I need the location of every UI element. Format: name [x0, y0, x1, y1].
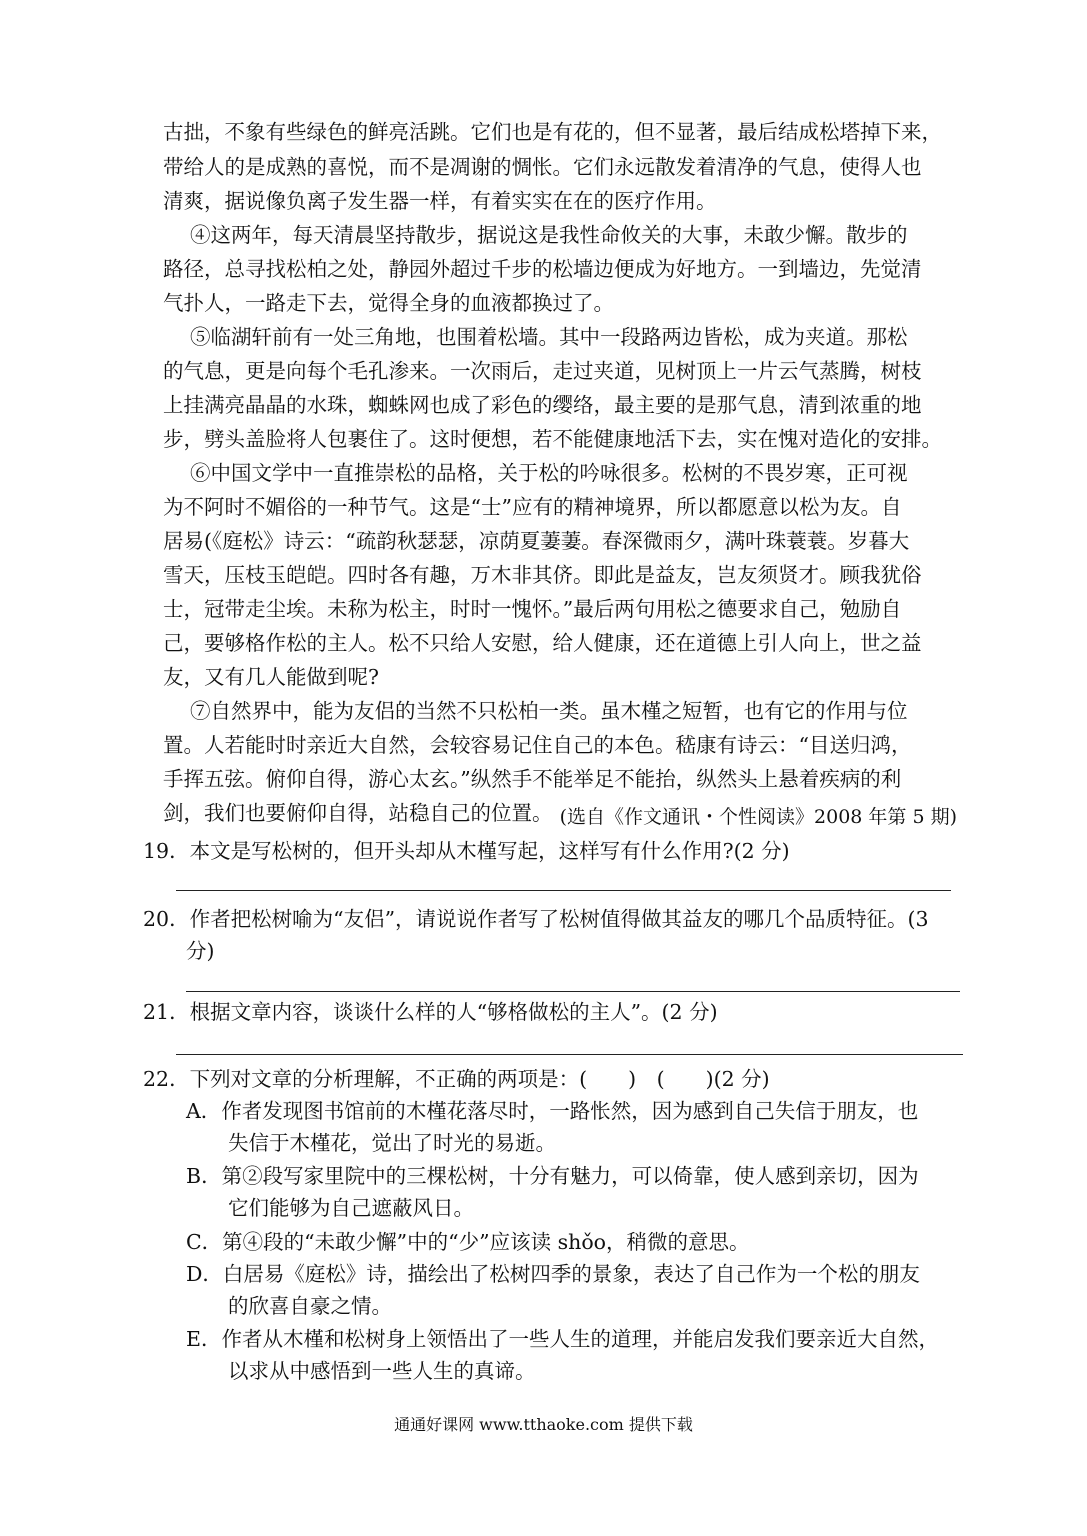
passage-line: ⑥中国文学中一直推崇松的品格，关于松的吟咏很多。松树的不畏岁寒，正可视: [190, 461, 908, 485]
page-footer: 通通好课网 www.tthaoke.com 提供下载: [394, 1415, 693, 1434]
passage-line: 士，冠带走尘埃。未称为松主，时时一愧怀。”最后两句用松之德要求自己，勉励自: [163, 597, 902, 621]
answer-line-19[interactable]: [176, 890, 951, 891]
option-e: E．作者从木槿和松树身上领悟出了一些人生的道理，并能启发我们要亲近大自然，: [186, 1327, 939, 1351]
question-20: 20．作者把松树喻为“友侣”，请说说作者写了松树值得做其益友的哪几个品质特征。(3: [143, 907, 929, 931]
passage-line: 古拙，不象有些绿色的鲜亮活跳。它们也是有花的，但不显著，最后结成松塔掉下来，: [163, 120, 942, 144]
answer-line-21[interactable]: [176, 1054, 963, 1055]
passage-line: 居易(《庭松》诗云：“疏韵秋瑟瑟，凉荫夏萋萋。春深微雨夕，满叶珠蓑蓑。岁暮大: [163, 529, 910, 553]
passage-line: 路径，总寻找松柏之处，静园外超过千步的松墙边便成为好地方。一到墙边，先觉清: [163, 257, 922, 281]
question-19: 19．本文是写松树的，但开头却从木槿写起，这样写有什么作用?(2 分): [143, 839, 790, 863]
passage-line: 的气息，更是向每个毛孔渗来。一次雨后，走过夹道，见树顶上一片云气蒸腾，树枝: [163, 359, 922, 383]
passage-line: 雪天，压枝玉皑皑。四时各有趣，万木非其侪。即此是益友，岂友须贤才。顾我犹俗: [163, 563, 922, 587]
question-22: 22．下列对文章的分析理解，不正确的两项是：( ) ( )(2 分): [143, 1067, 770, 1091]
source-citation: (选自《作文通讯・个性阅读》2008 年第 5 期): [559, 806, 957, 828]
option-b-continued: 它们能够为自己遮蔽风日。: [228, 1196, 474, 1220]
option-a: A．作者发现图书馆前的木槿花落尽时，一路怅然，因为感到自己失信于朋友，也: [186, 1099, 919, 1123]
option-d-continued: 的欣喜自豪之情。: [228, 1294, 392, 1318]
passage-line: 气扑人，一路走下去，觉得全身的血液都换过了。: [163, 291, 614, 315]
passage-line: 步，劈头盖脸将人包裹住了。这时便想，若不能健康地活下去，实在愧对造化的安排。: [163, 427, 942, 451]
option-c: C．第④段的“未敢少懈”中的“少”应该读 shǒo，稍微的意思。: [186, 1230, 750, 1254]
passage-line: 置。人若能时时亲近大自然，会较容易记住自己的本色。嵇康有诗云：“目送归鸿，: [163, 733, 912, 757]
passage-line: 手挥五弦。俯仰自得，游心太玄。”纵然手不能举足不能抬，纵然头上悬着疾病的利: [163, 767, 902, 791]
passage-line: ⑦自然界中，能为友侣的当然不只松柏一类。虽木槿之短暂，也有它的作用与位: [190, 699, 908, 723]
passage-line: 清爽，据说像负离子发生器一样，有着实实在在的医疗作用。: [163, 189, 717, 213]
passage-line: ⑤临湖轩前有一处三角地，也围着松墙。其中一段路两边皆松，成为夹道。那松: [190, 325, 908, 349]
passage-line: 友，又有几人能做到呢?: [163, 665, 379, 689]
question-20-continued: 分): [186, 939, 215, 963]
question-21: 21．根据文章内容，谈谈什么样的人“够格做松的主人”。(2 分): [143, 1000, 718, 1024]
passage-line: 带给人的是成熟的喜悦，而不是凋谢的惆怅。它们永远散发着清净的气息，使得人也: [163, 155, 922, 179]
option-b: B．第②段写家里院中的三棵松树，十分有魅力，可以倚靠，使人感到亲切，因为: [186, 1164, 919, 1188]
passage-line: 为不阿时不媚俗的一种节气。这是“士”应有的精神境界，所以都愿意以松为友。自: [163, 495, 902, 519]
option-a-continued: 失信于木槿花，觉出了时光的易逝。: [228, 1131, 556, 1155]
passage-line: 剑，我们也要俯仰自得，站稳自己的位置。: [163, 801, 553, 825]
passage-line: ④这两年，每天清晨坚持散步，据说这是我性命攸关的大事，未敢少懈。散步的: [190, 223, 908, 247]
option-d: D．白居易《庭松》诗，描绘出了松树四季的景象，表达了自己作为一个松的朋友: [186, 1262, 920, 1286]
passage-line: 己，要够格作松的主人。松不只给人安慰，给人健康，还在道德上引人向上，世之益: [163, 631, 922, 655]
option-e-continued: 以求从中感悟到一些人生的真谛。: [228, 1359, 536, 1383]
passage-line: 上挂满亮晶晶的水珠，蜘蛛网也成了彩色的缨络，最主要的是那气息，清到浓重的地: [163, 393, 922, 417]
answer-line-20[interactable]: [186, 991, 960, 992]
